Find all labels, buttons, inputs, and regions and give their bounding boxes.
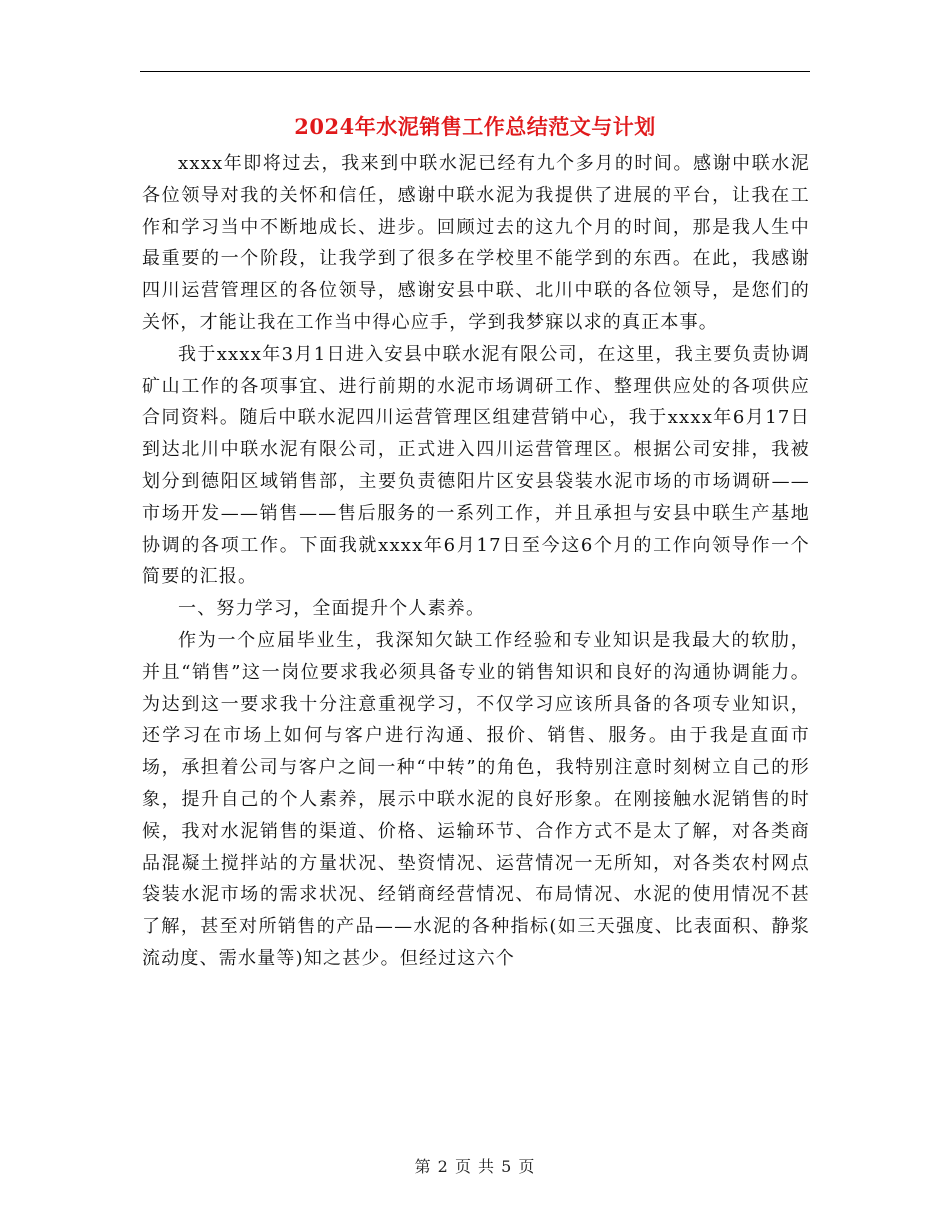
page-number-footer: 第 2 页 共 5 页 — [414, 1157, 536, 1176]
paragraph-work-history: 我于xxxx年3月1日进入安县中联水泥有限公司，在这里，我主要负责协调矿山工作的各项事宜、进行前期的水泥市场调研工作、整理供应处的各项供应合同资料。随后中联水泥四川运营管理区组建营销中心，我于xxxx年6月17日到达北川中联水泥有限公司，正式进入四川运营管理区。根据公司安排，我被划分到德阳区域销售部，主要负责德阳片区安县袋装水泥市场的市场调研——市场开发——销售——售后服务的一系列工作，并且承担与安县中联生产基地协调的各项工作。下面我就xxxx年6月17日至今这6个月的工作向领导作一个简要的汇报。 — [142, 343, 810, 588]
document-title: 2024年水泥销售工作总结范文与计划 — [294, 114, 656, 139]
section-heading-study: 一、努力学习，全面提升个人素养。 — [178, 598, 486, 620]
paragraph-intro: xxxx年即将过去，我来到中联水泥已经有九个多月的时间。感谢中联水泥各位领导对我的关怀和信任，感谢中联水泥为我提供了进展的平台，让我在工作和学习当中不断地成长、进步。回顾过去的这九个月的时间，那是我人生中最重要的一个阶段，让我学到了很多在学校里不能学到的东西。在此，我感谢四川运营管理区的各位领导，感谢安县中联、北川中联的各位领导，是您们的关怀，才能让我在工作当中得心应手，学到我梦寐以求的真正本事。 — [142, 153, 810, 333]
document-body — [142, 148, 810, 975]
header-rule — [140, 71, 810, 72]
paragraph-study: 作为一个应届毕业生，我深知欠缺工作经验和专业知识是我最大的软肋，并且“销售”这一岗位要求我必须具备专业的销售知识和良好的沟通协调能力。为达到这一要求我十分注意重视学习，不仅学习应该所具备的各项专业知识，还学习在市场上如何与客户进行沟通、报价、销售、服务。由于我是直面市场，承担着公司与客户之间一种“中转”的角色，我特别注意时刻树立自己的形象，提升自己的个人素养，展示中联水泥的良好形象。在刚接触水泥销售的时候，我对水泥销售的渠道、价格、运输环节、合作方式不是太了解，对各类商品混凝土搅拌站的方量状况、垫资情况、运营情况一无所知，对各类农村网点袋装水泥市场的需求状况、经销商经营情况、布局情况、水泥的使用情况不甚了解，甚至对所销售的产品——水泥的各种指标(如三天强度、比表面积、静浆流动度、需水量等)知之甚少。但经过这六个 — [142, 629, 810, 969]
